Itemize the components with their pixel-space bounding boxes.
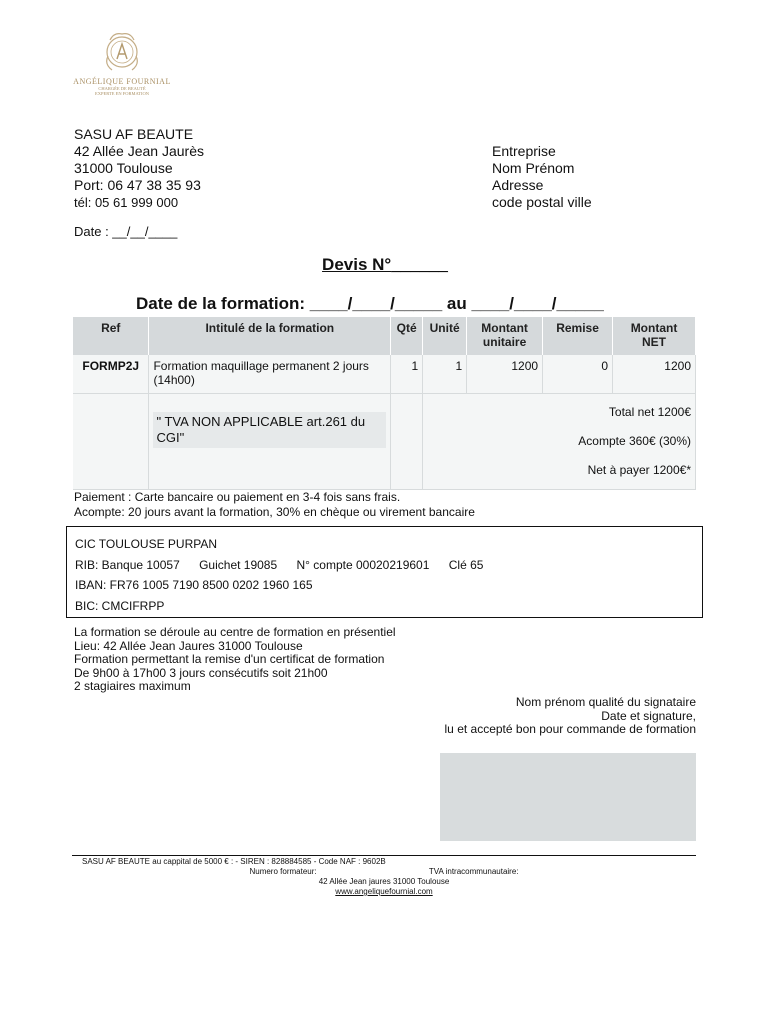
signature-instructions — [445, 696, 696, 737]
payment-line-2: Acompte: 20 jours avant la formation, 30% en chèque ou virement bancaire — [74, 505, 475, 519]
sender-phone: tél: 05 61 999 000 — [74, 195, 179, 210]
condition-line-1: La formation se déroule au centre de formation en présentiel — [74, 625, 396, 639]
row-unit-price: 1200 — [467, 355, 543, 393]
company-logo — [72, 30, 172, 110]
crest-icon — [102, 30, 142, 76]
sender-city: 31000 Toulouse — [74, 160, 173, 176]
rib-branch: Guichet 19085 — [199, 557, 278, 572]
header-ref: Ref — [73, 317, 149, 355]
condition-line-2: Lieu: 42 Allée Jean Jaures 31000 Toulouse — [74, 638, 303, 653]
row-unit: 1 — [423, 355, 467, 393]
footer-vat: TVA intracommunautaire: — [428, 867, 519, 876]
quote-number-label: Devis N° — [322, 255, 392, 274]
amount-to-pay: Net à payer 1200€* — [587, 462, 691, 477]
footer-legal: SASU AF BEAUTE au cappital de 5000 € : - SIREN : 828884585 - Code NAF : 9602B — [82, 857, 386, 866]
tva-note: " TVA NON APPLICABLE art.261 du CGI" — [153, 412, 386, 448]
quote-number — [0, 255, 770, 275]
bank-name: CIC TOULOUSE PURPAN — [75, 537, 218, 551]
signature-line-1: Nom prénom qualité du signataire — [515, 695, 696, 709]
payment-line-1: Paiement : Carte bancaire ou paiement en 3-4 fois sans frais. — [74, 490, 401, 504]
total-net: Total net 1200€ — [608, 404, 691, 419]
bank-rib — [75, 555, 694, 576]
header-net — [613, 317, 696, 355]
totals-row — [73, 393, 696, 489]
row-discount: 0 — [543, 355, 613, 393]
client-company: Entreprise — [492, 143, 556, 159]
footer-trainer-number: Numero formateur: — [249, 867, 317, 876]
bank-bic: BIC: CMCIFRPP — [75, 598, 165, 613]
condition-line-5: 2 stagiaires maximum — [74, 679, 191, 693]
bank-iban: IBAN: FR76 1005 7190 8500 0202 1960 165 — [75, 578, 313, 592]
signature-line-2: Date et signature, — [601, 708, 696, 723]
footer-divider — [72, 855, 696, 856]
payment-terms — [74, 490, 475, 520]
header-unit-price — [467, 317, 543, 355]
rib-bank: RIB: Banque 10057 — [75, 557, 180, 572]
footer-address: 42 Allée Jean jaures 31000 Toulouse — [318, 877, 450, 886]
client-postal: code postal ville — [492, 194, 592, 210]
logo-tagline-1: CHARGÉE DE BEAUTÉ — [98, 86, 146, 91]
row-title: Formation maquillage permanent 2 jours (14h00) — [149, 355, 391, 393]
footer-website-link[interactable]: www.angeliquefournial.com — [335, 887, 433, 896]
totals-spacer-cell — [391, 393, 423, 489]
client-name: Nom Prénom — [492, 160, 575, 176]
logo-tagline-2: EXPERTE EN FORMATION — [95, 91, 149, 96]
footer — [72, 857, 696, 897]
quote-table — [73, 317, 696, 490]
footer-ids — [72, 867, 696, 877]
logo-name: ANGÉLIQUE FOURNIAL — [73, 77, 171, 86]
header-net-2: NET — [642, 335, 667, 349]
table-header-row — [73, 317, 696, 355]
bank-details — [66, 526, 703, 618]
formation-conditions — [74, 626, 396, 694]
sender-company: SASU AF BEAUTE — [74, 126, 194, 142]
rib-account: N° compte 00020219601 — [296, 557, 430, 572]
condition-line-3: Formation permettant la remise d'un certificat de formation — [74, 652, 385, 666]
sender-address — [74, 126, 204, 211]
quote-date: Date : __/__/____ — [74, 224, 178, 239]
sender-street: 42 Allée Jean Jaurès — [74, 143, 204, 159]
header-qty: Qté — [391, 317, 423, 355]
signature-line-3: lu et accepté bon pour commande de formation — [444, 722, 696, 736]
tva-cell — [149, 393, 391, 489]
row-qty: 1 — [391, 355, 423, 393]
formation-date: Date de la formation: ____/____/_____ au ____/____/_____ — [136, 294, 604, 313]
header-discount: Remise — [543, 317, 613, 355]
quote-number-blank: ______ — [391, 255, 448, 274]
sender-mobile: Port: 06 47 38 35 93 — [74, 177, 201, 193]
header-unit-price-1: Montant — [481, 321, 528, 335]
client-address — [492, 143, 592, 211]
header-net-1: Montant — [630, 321, 678, 335]
row-net: 1200 — [613, 355, 696, 393]
header-title: Intitulé de la formation — [149, 317, 391, 355]
totals-cell — [423, 393, 696, 489]
deposit-amount: Acompte 360€ (30%) — [578, 433, 691, 448]
totals-ref-cell — [73, 393, 149, 489]
condition-line-4: De 9h00 à 17h00 3 jours consécutifs soit 21h00 — [74, 665, 328, 680]
header-unit-price-2: unitaire — [482, 335, 527, 349]
signature-field[interactable] — [440, 753, 696, 841]
client-street: Adresse — [492, 177, 544, 193]
header-unit: Unité — [423, 317, 467, 355]
table-row — [73, 355, 696, 393]
row-ref: FORMP2J — [73, 355, 149, 393]
rib-key: Clé 65 — [448, 557, 484, 572]
